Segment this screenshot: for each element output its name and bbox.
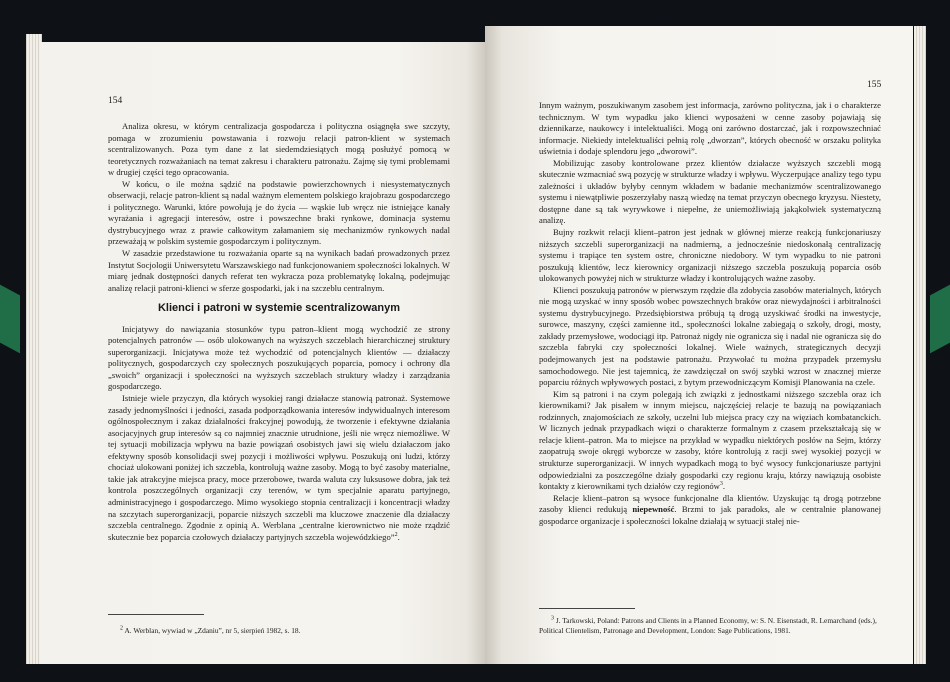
bold-term: niepewność	[632, 504, 675, 515]
open-book	[26, 20, 926, 664]
right-page	[485, 26, 913, 664]
footnote-ref: 2	[394, 531, 398, 538]
right-edge-marker	[930, 285, 950, 354]
paragraph: Klienci poszukują patronów w pierwszym rzędzie dla zdobycia zasobów materialnych, których nie mogą uzyskać w inny sposób wobec powszechnych braków oraz niewydajności i arbitralności systemu dystrybucyjnego. Przedsiębiorstwa próbują tą drogą uzyskiwać środki na inwestycje, surowce, maszyny, części zamienne itd., społeczności lokalne zabiegają o szkoły, drogi, mosty, zakłady przemysłowe, wodociągi itp. Patronaż nigdy nie ogranicza się i nadal nie ogranicza się do szczebla fabryki czy społeczności lokalnej. Wiele ważnych, strategicznych decyzji podejmowanych jest na podstawie patronażu. Przywołać tu można przypadek przemysłu samochodowego. Nie jest tajemnicą, że zawdzięczał on swój szybki wzrost w znacznej mierze poparciu różnych wpływowych postaci, z bytym przewodniczącym Komisji Planowania na czele.	[539, 284, 881, 388]
paragraph-text: . Brzmi to jak paradoks, ale w centralnie planowanej gospodarce organizacje i społeczności lokalne działają w sytuacji stałej nie-	[539, 504, 881, 526]
paragraph: Mobilizując zasoby kontrolowane przez klientów działacze wyższych szczebli mogą skutecznie wzmacniać swą pozycję w strukturze władzy i wpływu. Wyczerpujące analizy tego typu zależności i układów byłyby cennym wkładem w badanie mechanizmów scentralizowanego systemu i niewątpliwie poszerzyłaby naszą wiedzę na temat przyczyn obecnego kryzysu. Niestety, dostępne dane są tak wyrywkowe i niepełne, że uniemożliwiają jakąkolwiek systematyczną analizę.	[539, 157, 881, 226]
left-page	[40, 42, 485, 664]
page-number-right: 155	[867, 80, 882, 90]
footnote-rule	[539, 608, 635, 609]
paragraph-text: Relacje klient–patron są wysoce funkcjonalne dla klientów. Uzyskując tą drogą potrzebne zasoby klienci redukują	[539, 492, 881, 515]
paragraph-end: .	[397, 531, 400, 542]
footnote-text: J. Tarkowski, Poland: Patrons and Clients in a Planned Economy, w: S. N. Eisenstadt, R. Lemarchand (eds.), Political Clientelism, Patronage and Development, London: Sage Publications, 1981.	[539, 616, 877, 635]
footnote-ref: 3	[719, 481, 723, 488]
footnote-right	[539, 616, 881, 636]
page-number-left: 154	[108, 96, 123, 106]
left-body	[108, 121, 450, 543]
paragraph-text: Kim są patroni i na czym polegają ich związki z jednostkami niższego szczebla oraz ich kierownikami? Jak pisałem w innym miejscu, najczęściej relacje te bazują na powiązaniach rodzinnych, znajomościach ze szkoły, uczelni lub miejsca pracy czy na więziach kombatanckich. W licznych jednak przypadkach więzi o charakterze formalnym z czasem przekształcają się w relacje klient–patron. Ma to miejsce na przykład w wypadku niektórych posłów na Sejm, którzy zaopatrują swoje okręgi wyborcze w zasoby, które kontrolują z racji swej wysokiej pozycji w strukturze superorganizacji. W innych wypadkach mogą to być wysocy funkcjonariusze partyjni odpowiedzialni za poszczególne działy gospodarki czy regionu kraju, którzy nawiązują osobiste kontakty z kierownikami tych działów czy regionów	[539, 388, 881, 492]
paragraph-end: .	[722, 481, 726, 492]
paragraph: W zasadzie przedstawione tu rozważania oparte są na wynikach badań prowadzonych przez Instytut Socjologii Uniwersytetu Warszawskiego nad funkcjonowaniem społeczności lokalnych. W miarę jednak dostępności danych referat ten wykracza poza problematykę lokalną, podejmując analizę relacji patroni-klienci w sferze gospodarki, jak i na szczeblu centralnym.	[108, 248, 450, 293]
footnote-mark: 2	[120, 625, 123, 632]
paragraph	[108, 393, 450, 543]
footnote-mark: 3	[551, 615, 554, 622]
paragraph-text: Istnieje wiele przyczyn, dla których wysokiej rangi działacze stanowią patronaż. Systemowe zasady jednomyślności i jedności, zasada podporządkowania interesów indywidualnych interesom ogólnospołecznym i zakaz działalności frakcyjnej powodują, że tworzenie i efektywne działania asocjacyjnych grup interesów są co najmniej znacznie utrudnione, jeśli nie wręcz niemożliwe. W tej sytuacji mobilizacja wpływu na bazie powiązań osobistych jawi się wielu działaczom jako efektywny sposób konsolidacji swej pozycji i możliwości wpływu. Poszukują oni ludzi, którzy chociaż ulokowani poniżej ich szczebla, kontrolują ważne zasoby. Mogą to być zasoby materialne, takie jak atrakcyjne miejsca pracy, moce przerobowe, twarda waluta czy luksusowe dobra, jak też kontrola poszczególnych organizacji czy terenów, w tym specjalnie aparatu partyjnego, administracyjnego i gospodarczego. Mimo wysokiego stopnia centralizacji i koncentracji władzy na szczytach superorganizacji, poparcie niższych szczebli ma kluczowe znaczenie dla działaczy szczebla centralnego. Zgodnie z opinią A. Werblana „centralne kierownictwo nie może rządzić skutecznie bez poparcia czołowych działaczy partyjnych szczebla wojewódzkiego”	[108, 393, 450, 542]
right-body	[539, 100, 881, 527]
footnote-text: A. Werblan, wywiad w „Zdaniu”, nr 5, sierpień 1982, s. 18.	[124, 626, 301, 635]
section-heading: Klienci i patroni w systemie scentralizowanym	[157, 302, 401, 315]
right-page-stack	[914, 26, 926, 664]
paragraph: W końcu, o ile można sądzić na podstawie powierzchownych i niesystematycznych obserwacji, relacje patron-klient są nadal ważnym elementem polskiego krajobrazu gospodarczego i politycznego. Warunki, które powołują je do życia — wąskie lub wręcz nie istniejące kanały wyrażania i agregacji interesów, ostre i powszechne braki rynkowe, dominacja systemu dystrybucyjnego wraz z prawie całkowitym załamaniem się mechanizmów rynkowych nadal przeważają w polskim systemie gospodarczym i politycznym.	[108, 178, 450, 247]
paragraph: Inicjatywy do nawiązania stosunków typu patron–klient mogą wychodzić ze strony potencjalnych patronów — osób ulokowanych na wyższych szczeblach hierarchicznej struktury superorganizacji. Inicjatywa może też wychodzić od potencjalnych klientów — działaczy politycznych, gospodarczych czy społecznych poszukujących poparcia, pomocy i ochrony dla „swoich” organizacji i społeczności na wyższych szczeblach struktury władzy i zarządzania gospodarczego.	[108, 323, 450, 392]
paragraph: Innym ważnym, poszukiwanym zasobem jest informacja, zarówno polityczna, jak i o charakterze technicznym. W tym wypadku jako klienci wyposażeni w cenne zasoby pojawiają się dziennikarze, naukowcy i intelektualiści. Mogą oni zarówno dostarczać, jak i rozpowszechniać informacje. Niekiedy intelektualiści pełnią rolę „dworzan”, których obecność w orszaku polityka uświetnia i dodaje splendoru jego „dworowi”.	[539, 100, 881, 157]
paragraph: Bujny rozkwit relacji klient–patron jest jednak w głównej mierze reakcją funkcjonariuszy niższych szczebli superorganizacji na nadmierną, a jednocześnie niedoskonałą centralizację systemu i trapiące ten system ostre, chroniczne niedobory. W tym wypadku to nie patroni poszukują klientów, lecz kierownicy organizacji niższego szczebla poszukują poparcia osób ulokowanych powyżej nich w strukturze władzy i kontrolujących ważne zasoby.	[539, 227, 881, 284]
paragraph	[539, 493, 881, 528]
footnote-rule	[108, 614, 204, 615]
left-edge-marker	[0, 285, 20, 354]
paragraph: Analiza okresu, w którym centralizacja gospodarcza i polityczna osiągnęła swe szczyty, pomaga w zrozumieniu powstawania i rozwoju relacji patron-klient w systemach scentralizowanych. Poza tym dane z lat siedemdziesiątych mogą posłużyć pomocą w teoretycznych rozważaniach na temat zakresu i charakteru patronażu. Zajmę się tymi problemami w drugiej części tego opracowania.	[108, 121, 450, 178]
paragraph	[539, 389, 881, 493]
footnote-left	[120, 626, 450, 636]
